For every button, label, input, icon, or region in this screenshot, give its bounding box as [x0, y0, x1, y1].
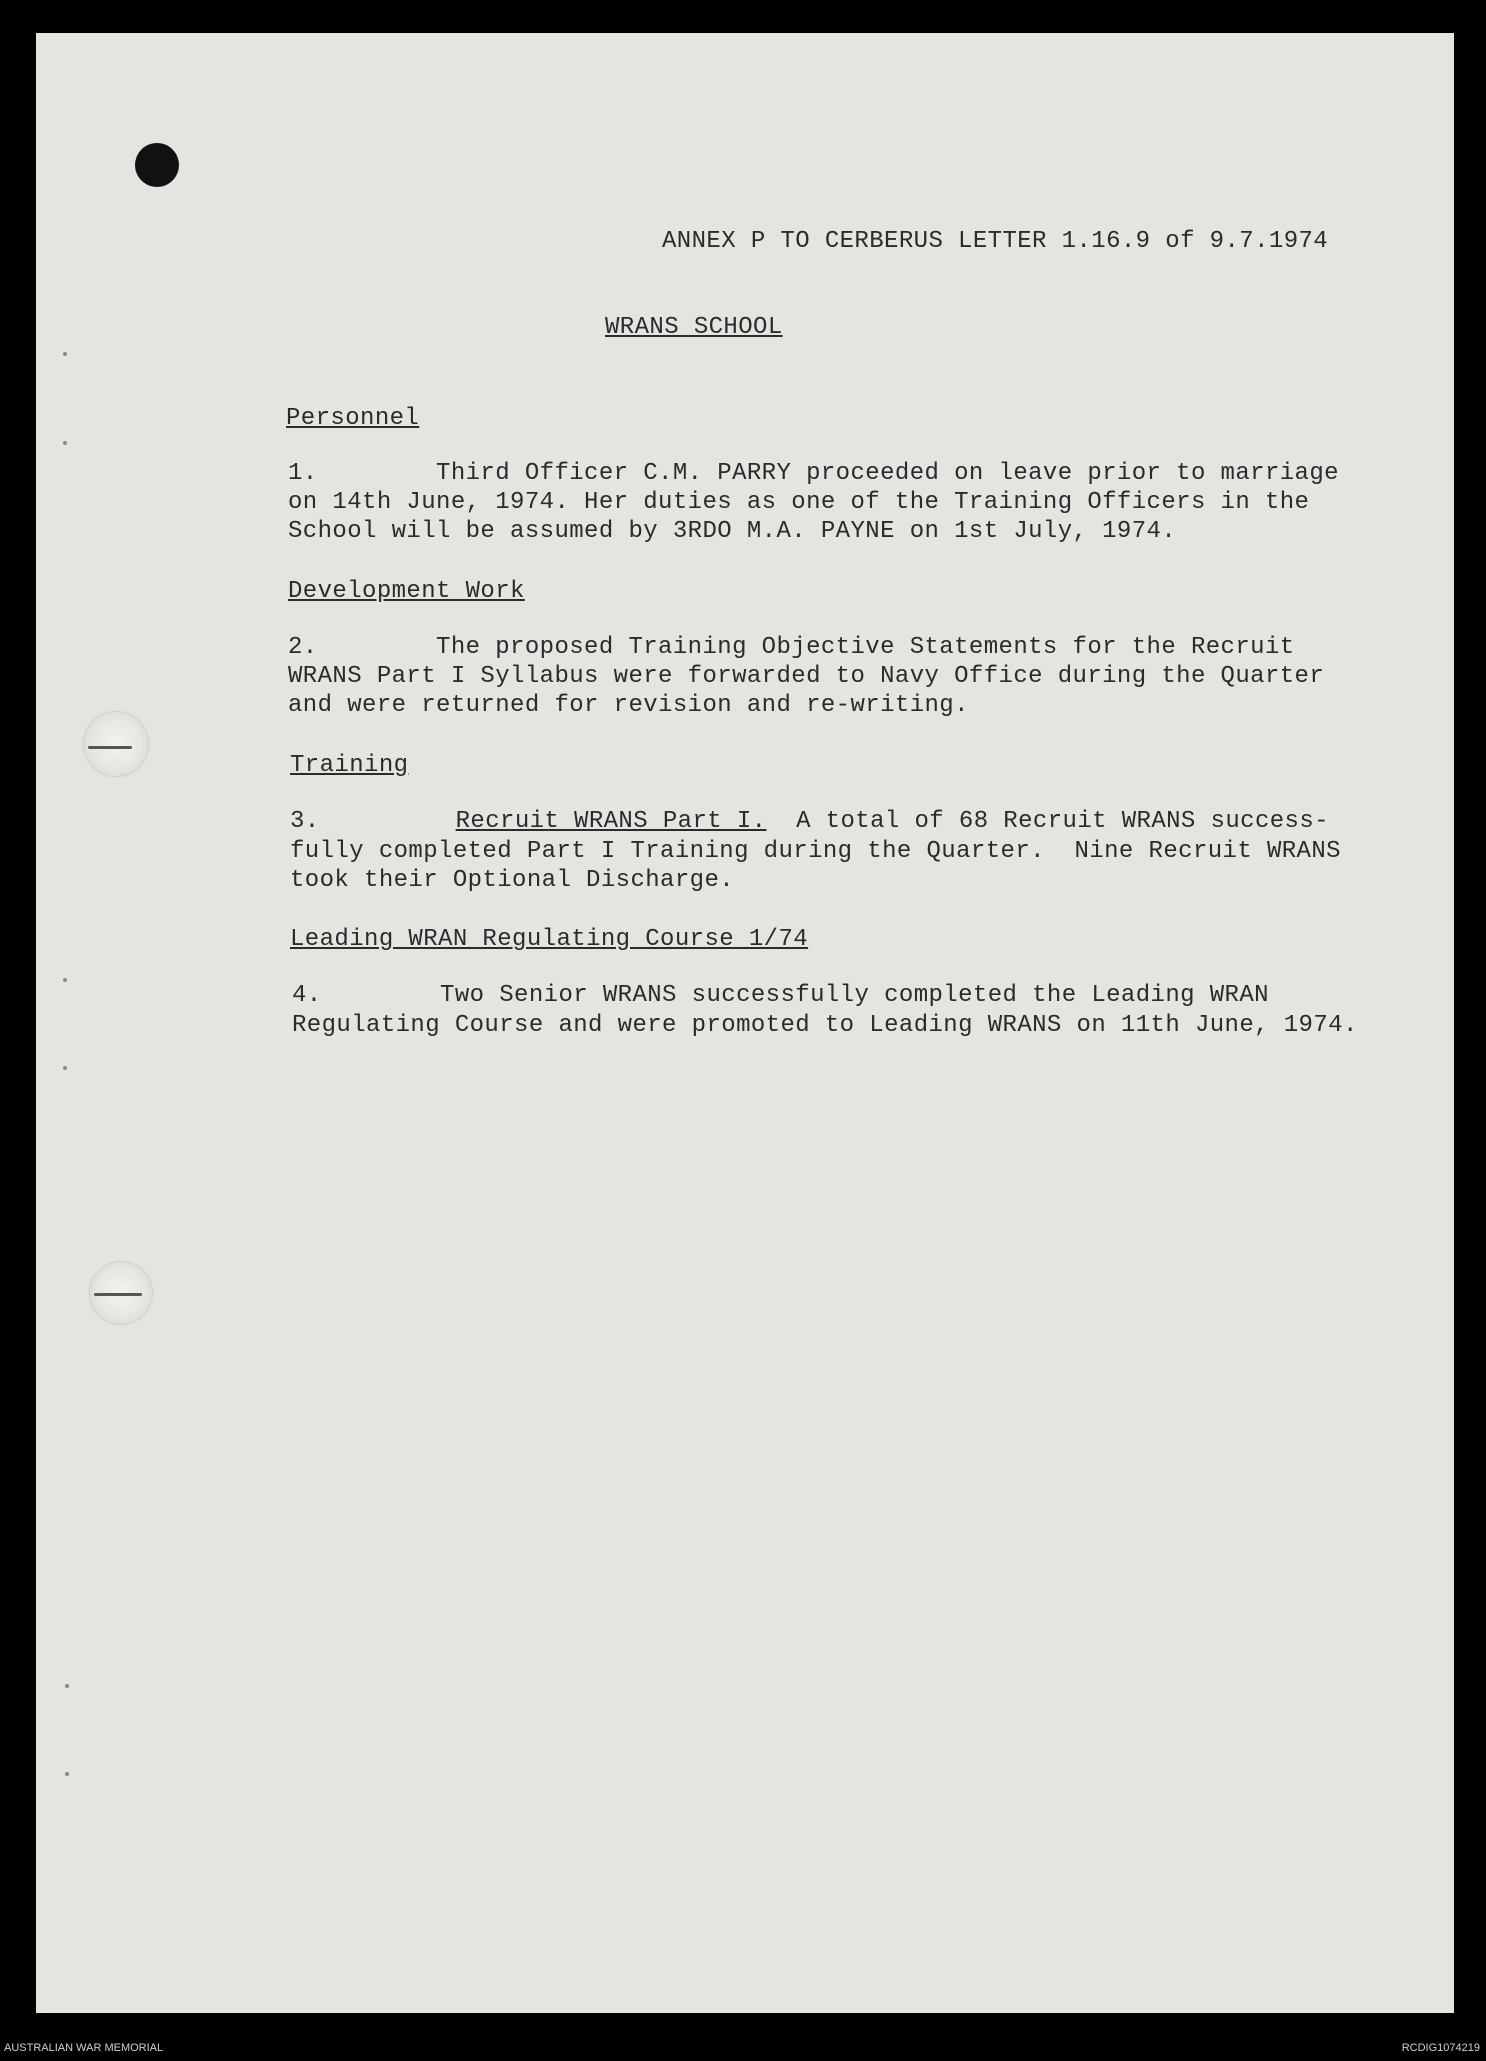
- annex-reference: ANNEX P TO CERBERUS LETTER 1.16.9 of 9.7.1974: [662, 228, 1329, 255]
- footer-id: RCDIG1074219: [1401, 2042, 1480, 2054]
- paragraph-line: fully completed Part I Training during the Quarter. Nine Recruit WRANS: [290, 838, 1341, 865]
- paragraph-line: 4. Two Senior WRANS successfully completed the Leading WRAN: [292, 982, 1269, 1009]
- punched-hole: [135, 143, 179, 187]
- paragraph-line: took their Optional Discharge.: [290, 867, 735, 894]
- paragraph-line: [290, 808, 1329, 835]
- hole-tear: [94, 1293, 142, 1296]
- paragraph-text: A total of 68 Recruit WRANS success-: [766, 808, 1329, 835]
- paragraph-line: WRANS Part I Syllabus were forwarded to Navy Office during the Quarter: [288, 663, 1325, 690]
- page-mark: [63, 978, 67, 982]
- section-heading-leading-wran-regulating-course: Leading WRAN Regulating Course 1/74: [290, 926, 809, 953]
- paragraph-line: 1. Third Officer C.M. PARRY proceeded on leave prior to marriage: [288, 460, 1339, 487]
- page-mark: [63, 441, 67, 445]
- page-mark: [63, 1066, 67, 1070]
- hole-reinforcement: [84, 712, 148, 776]
- footer: [0, 2036, 1486, 2061]
- paragraph-line: 2. The proposed Training Objective Statements for the Recruit: [288, 634, 1295, 661]
- section-heading-training: Training: [290, 752, 409, 779]
- paragraph-number: 3.: [290, 808, 320, 835]
- page-mark: [65, 1772, 69, 1776]
- paragraph-line: Regulating Course and were promoted to Leading WRANS on 11th June, 1974.: [292, 1012, 1358, 1039]
- footer-source: AUSTRALIAN WAR MEMORIAL: [4, 2042, 164, 2054]
- paragraph-line: and were returned for revision and re-writing.: [288, 692, 969, 719]
- document-title: WRANS SCHOOL: [605, 314, 783, 341]
- paragraph-line: on 14th June, 1974. Her duties as one of the Training Officers in the: [288, 489, 1310, 516]
- section-heading-development-work: Development Work: [288, 578, 525, 605]
- paragraph-line: School will be assumed by 3RDO M.A. PAYNE on 1st July, 1974.: [288, 518, 1177, 545]
- section-heading-personnel: Personnel: [286, 405, 420, 432]
- hole-tear: [88, 746, 132, 749]
- paragraph-subheading: Recruit WRANS Part I.: [455, 808, 767, 835]
- page-mark: [63, 352, 67, 356]
- page-mark: [65, 1684, 69, 1688]
